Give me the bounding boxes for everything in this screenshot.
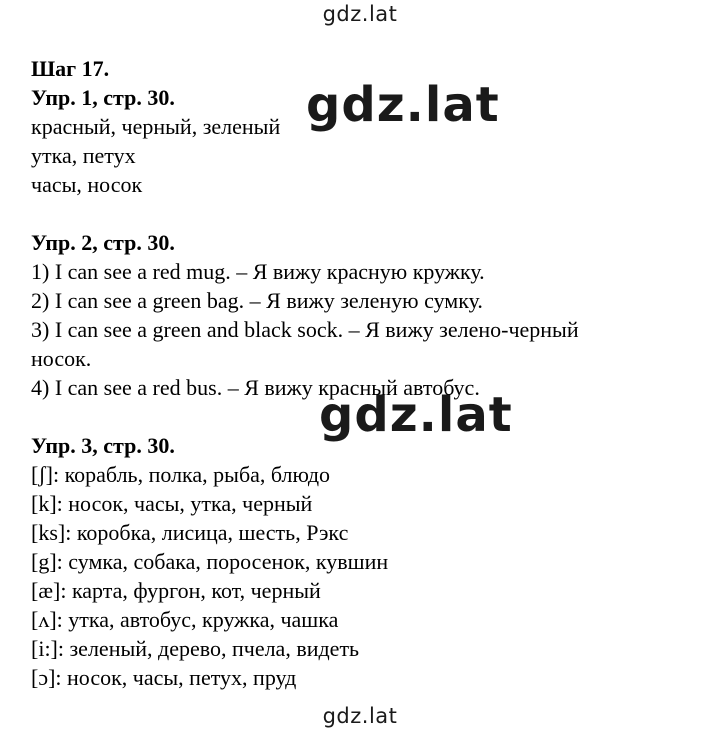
answer-line: [i:]: зеленый, дерево, пчела, видеть (31, 636, 360, 661)
answer-line: 1) I can see a red mug. – Я вижу красную кружку. (31, 259, 485, 284)
exercise-title: Упр. 2, стр. 30. (31, 230, 175, 255)
exercise-title: Упр. 3, стр. 30. (31, 433, 175, 458)
exercise-title: Упр. 1, стр. 30. (31, 85, 175, 110)
answer-line: 2) I can see a green bag. – Я вижу зеленую сумку. (31, 288, 483, 313)
watermark-middle-2: gdz.lat (319, 387, 513, 443)
answer-line: носок. (31, 346, 92, 371)
exercise-2 (31, 228, 579, 402)
watermark-top: gdz.lat (322, 2, 398, 26)
answer-line: [ks]: коробка, лисица, шесть, Рэкс (31, 520, 349, 545)
watermark-bottom: gdz.lat (322, 704, 398, 728)
exercise-1 (31, 83, 579, 199)
section-gap (31, 199, 579, 228)
answer-line: 4) I can see a red bus. – Я вижу красный автобус. (31, 375, 480, 400)
answer-line: [k]: носок, часы, утка, черный (31, 491, 313, 516)
document-body (31, 54, 579, 692)
exercise-3 (31, 431, 579, 692)
answer-line: утка, петух (31, 143, 136, 168)
answer-line: [ʌ]: утка, автобус, кружка, чашка (31, 607, 339, 632)
answer-line: [g]: сумка, собака, поросенок, кувшин (31, 549, 389, 574)
step-title: Шаг 17. (31, 56, 110, 81)
answer-line: [æ]: карта, фургон, кот, черный (31, 578, 321, 603)
answer-line: 3) I can see a green and black sock. – Я вижу зелено-черный (31, 317, 579, 342)
answer-line: красный, черный, зеленый (31, 114, 281, 139)
answer-line: [ʃ]: корабль, полка, рыба, блюдо (31, 462, 331, 487)
answer-line: часы, носок (31, 172, 143, 197)
watermark-middle-1: gdz.lat (306, 77, 500, 133)
section-gap (31, 402, 579, 431)
answer-line: [ɔ]: носок, часы, петух, пруд (31, 665, 297, 690)
